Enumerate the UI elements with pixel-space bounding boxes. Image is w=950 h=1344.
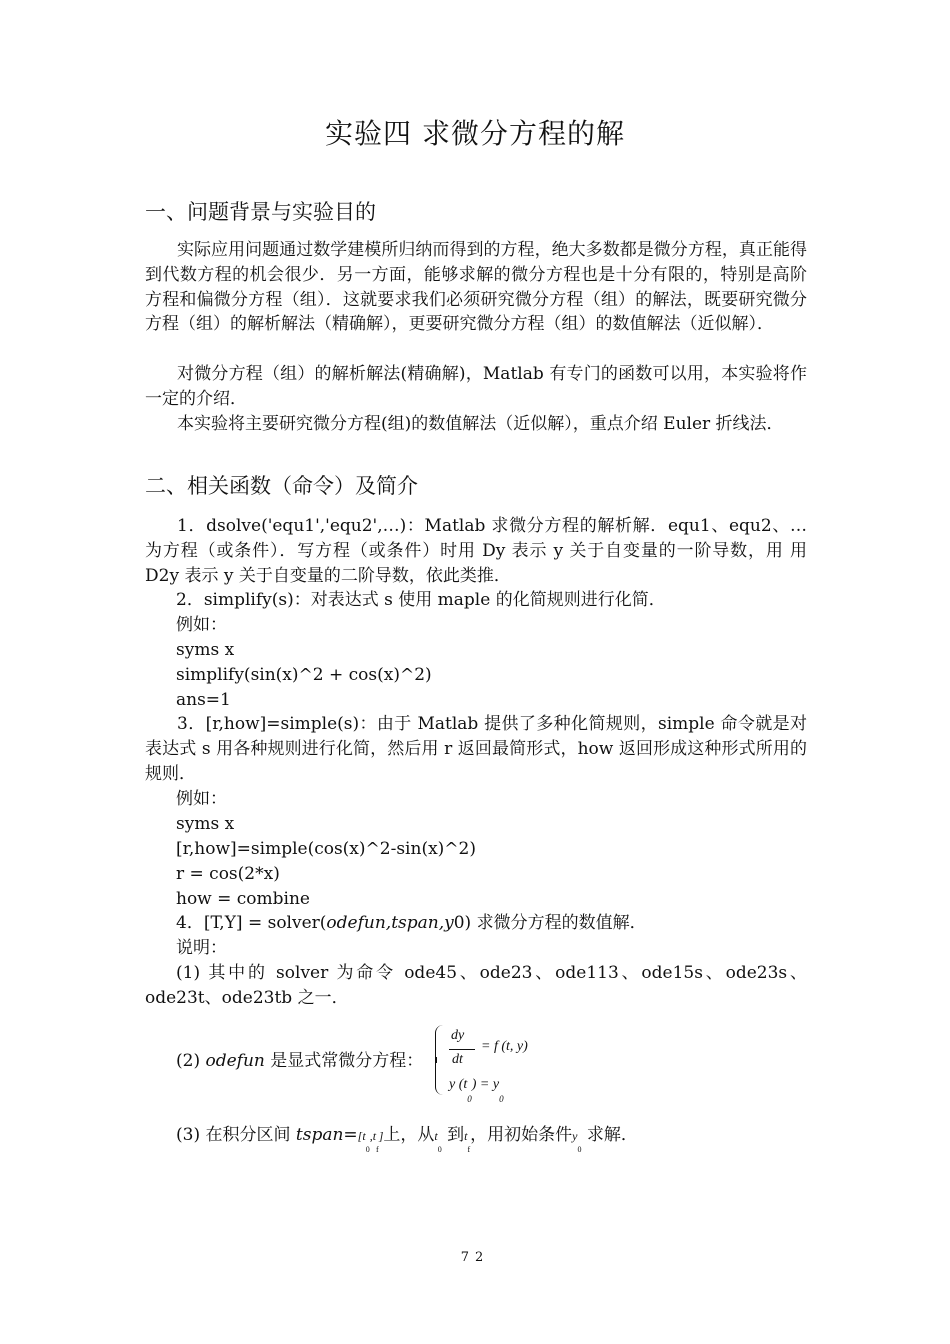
init-left: y (t — [449, 1077, 468, 1092]
tf-sub: f — [467, 1145, 471, 1154]
note-label: 说明： — [176, 938, 227, 958]
note-3-mid1: 上，从 — [383, 1125, 435, 1145]
note-2-prefix: (2) — [176, 1051, 206, 1071]
paragraph-numerical: 本实验将主要研究微分方程(组)的数值解法（近似解），重点介绍 Euler 折线法． — [177, 414, 784, 434]
item-solver-suffix: 0) 求微分方程的数值解． — [453, 913, 647, 933]
initial-condition — [449, 1077, 504, 1104]
code-line: [r,how]=simple(cos(x)^2-sin(x)^2) — [176, 839, 476, 859]
code-line: ans=1 — [176, 690, 231, 710]
t0-symbol: t — [434, 1129, 438, 1143]
item-solver — [176, 911, 647, 936]
note-3 — [176, 1120, 638, 1154]
note-2-var: odefun — [205, 1051, 265, 1071]
code-line: syms x — [176, 640, 235, 660]
section-heading-2: 二、相关函数（命令）及简介 — [145, 474, 418, 498]
note-3-end: 求解． — [581, 1125, 638, 1145]
section-heading-1: 一、问题背景与实验目的 — [145, 200, 376, 224]
note-3-mid2: 到 — [441, 1125, 465, 1145]
init-right: ) = y — [471, 1077, 500, 1092]
init-sub-y: 0 — [499, 1094, 504, 1104]
code-line: how = combine — [176, 889, 310, 909]
note-3-var: tspan — [295, 1125, 344, 1145]
tf-symbol: t — [464, 1129, 468, 1143]
interval-comma: ,t — [369, 1129, 377, 1143]
interval-close: ] — [378, 1129, 384, 1143]
note-1: (1) 其中的 solver 为命令 ode45、ode23、ode113、ode15s、ode23s、ode23t、ode23tb 之一． — [145, 963, 807, 1008]
item-solver-prefix: 4．[T,Y] = solver( — [176, 913, 327, 933]
code-line: r = cos(2*x) — [176, 864, 280, 884]
ode-system-equation — [435, 1025, 575, 1109]
note-2 — [176, 1046, 423, 1071]
y0-sub: 0 — [577, 1145, 582, 1154]
fraction-numerator: dy — [451, 1028, 465, 1043]
left-brace — [435, 1025, 445, 1095]
equation-rhs: = f (t, y) — [481, 1039, 528, 1054]
interval-subf: f — [376, 1145, 379, 1154]
paragraph-background: 实际应用问题通过数学建模所归纳而得到的方程，绝大多数都是微分方程，真正能得到代数方程的机会很少．另一方面，能够求解的微分方程也是十分有限的，特别是高阶方程和偏微分方程（组）．这就要求我们必须研究微分方程（组）的解法，既要研究微分方程（组）的解析解法（精确解），更要研究微分方程（组）的数值解法（近似解）． — [145, 240, 807, 335]
note-3-eq: = — [343, 1125, 358, 1145]
item-dsolve: 1．dsolve('equ1','equ2',…)：Matlab 求微分方程的解析解．equ1、equ2、…为方程（或条件）．写方程（或条件）时用 Dy 表示 y 关于自变量的一阶导数，用 用 D2y 表示 y 关于自变量的二阶导数，依此类推． — [145, 516, 807, 586]
page-number: 72 — [460, 1250, 490, 1265]
example-label-1: 例如： — [176, 615, 227, 635]
note-2-text: 是显式常微分方程： — [264, 1051, 424, 1071]
y0-symbol: y — [572, 1129, 578, 1143]
t0-sub: 0 — [437, 1145, 442, 1154]
paragraph-matlab-intro: 对微分方程（组）的解析解法(精确解)，Matlab 有专门的函数可以用，本实验将作一定的介绍． — [145, 364, 807, 409]
item-simple: 3．[r,how]=simple(s)：由于 Matlab 提供了多种化简规则，simple 命令就是对表达式 s 用各种规则进行化简，然后用 r 返回最简形式，how 返回形成这种形式所用的规则． — [145, 714, 807, 784]
item-solver-args: odefun,tspan,y — [326, 913, 454, 933]
fraction-denominator: dt — [452, 1052, 463, 1067]
fraction-bar — [449, 1049, 475, 1050]
init-sub: 0 — [467, 1094, 472, 1104]
interval-open: [t — [357, 1129, 366, 1143]
code-line: simplify(sin(x)^2 + cos(x)^2) — [176, 665, 432, 685]
page-title: 实验四 求微分方程的解 — [325, 117, 625, 150]
item-simplify: 2．simplify(s)：对表达式 s 使用 maple 的化简规则进行化简． — [176, 590, 666, 610]
note-3-prefix: (3) 在积分区间 — [176, 1125, 296, 1145]
interval-sub0: 0 — [365, 1145, 370, 1154]
code-line: syms x — [176, 814, 235, 834]
note-3-mid3: ，用初始条件 — [470, 1125, 573, 1145]
example-label-2: 例如： — [176, 789, 227, 809]
